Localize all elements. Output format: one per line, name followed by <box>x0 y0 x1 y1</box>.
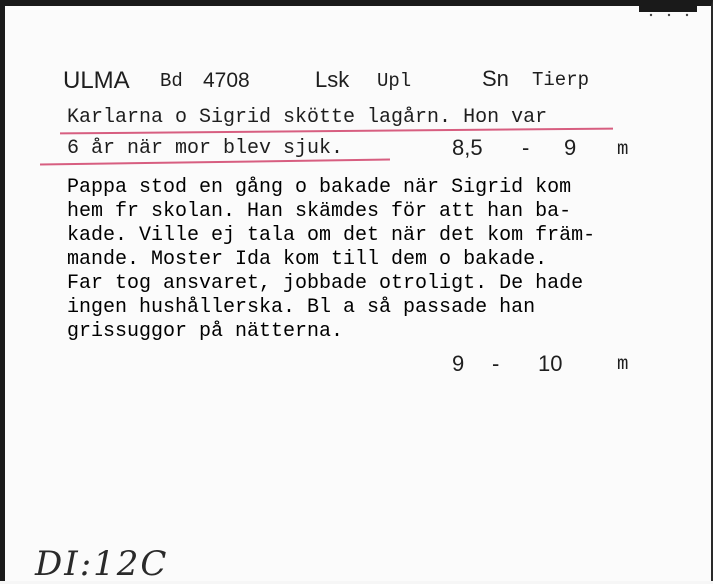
archive-code: ULMA <box>63 67 130 94</box>
entry2-line: mande. Moster Ida kom till dem o bakade. <box>67 248 548 271</box>
entry2-paragraph <box>67 176 595 344</box>
corner-punch-marks <box>639 6 697 20</box>
province-name: Upl <box>377 70 412 92</box>
province-label: Lsk <box>315 67 350 92</box>
parish-label: Sn <box>482 66 509 91</box>
volume-number: 4708 <box>203 69 250 92</box>
entry1-line1: Karlarna o Sigrid skötte lagårn. Hon var <box>67 106 548 129</box>
entry1-unit: m <box>617 138 629 160</box>
volume-label: Bd <box>160 70 183 92</box>
entry1-line2: 6 år när mor blev sjuk. <box>67 137 344 160</box>
entry2-age-to: 10 <box>538 351 563 376</box>
entry1-dash: - <box>522 135 530 160</box>
entry2-unit: m <box>617 353 629 375</box>
entry2-line: grissuggor på nätterna. <box>67 320 344 343</box>
entry1-age-to: 9 <box>564 135 577 160</box>
entry2-line: Pappa stod en gång o bakade när Sigrid kom <box>67 176 572 199</box>
entry2-line: Far tog ansvaret, jobbade otroligt. De hade <box>67 272 584 295</box>
parish-name: Tierp <box>532 69 590 91</box>
entry2-line: hem fr skolan. Han skämdes för att han ba- <box>67 200 572 223</box>
entry1-age-from: 8,5 <box>452 135 483 160</box>
entry2-dash: - <box>492 351 500 376</box>
entry2-line: ingen hushållerska. Bl a så passade han <box>67 296 536 319</box>
entry2-line: kade. Ville ej tala om det när det kom främ- <box>67 224 596 247</box>
entry2-age-from: 9 <box>452 351 465 376</box>
handwritten-signature: DI:12C <box>35 544 169 584</box>
